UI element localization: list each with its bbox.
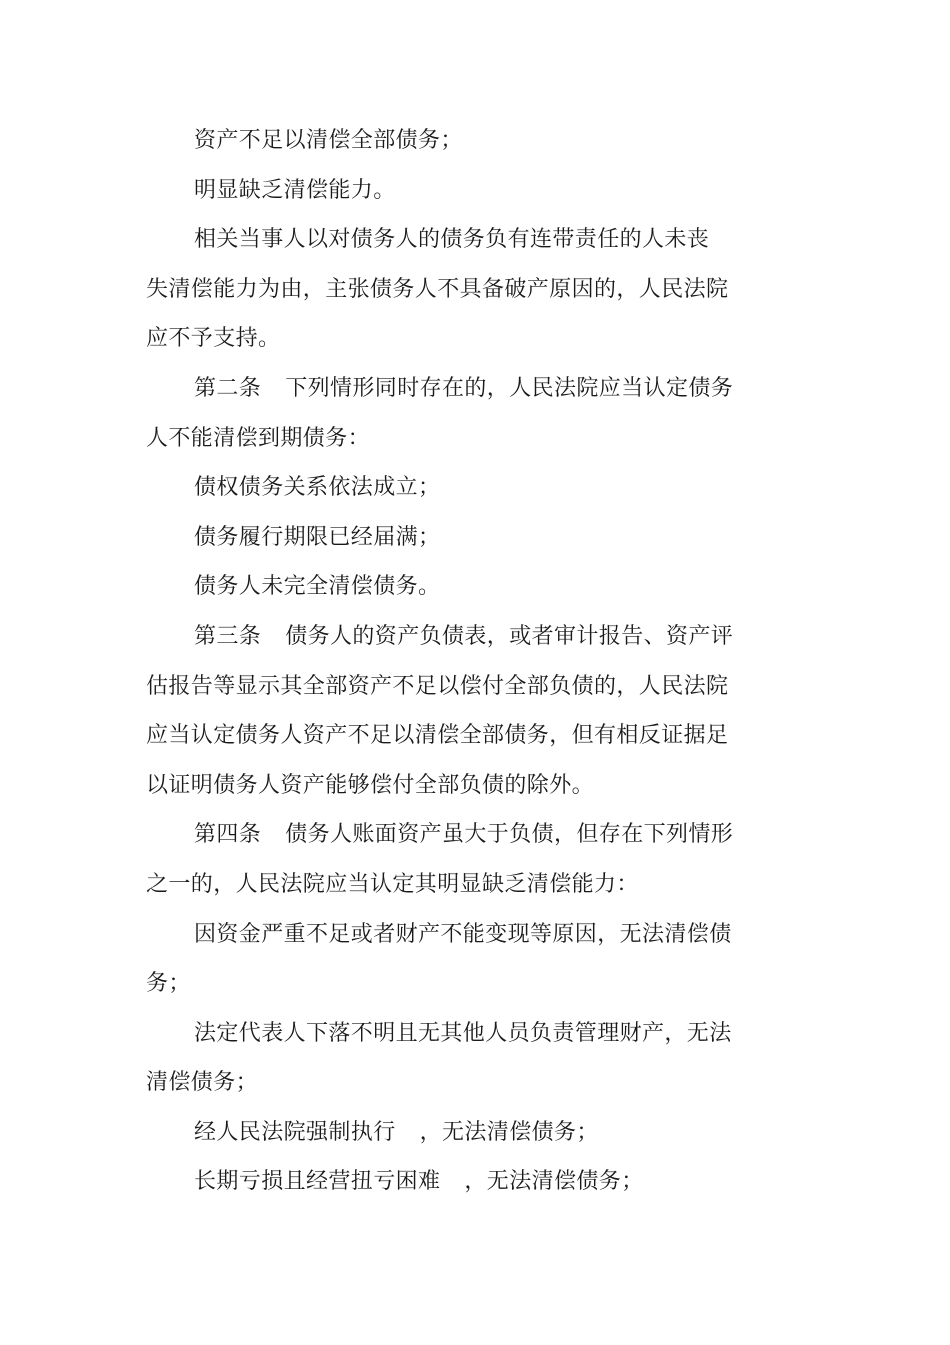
text-span: 务； bbox=[146, 971, 191, 997]
text-span: 下列情形同时存在的，人民法院应当认定债务 bbox=[285, 375, 734, 401]
paragraph-line bbox=[146, 513, 746, 563]
text-span: 人不能清偿到期债务： bbox=[146, 425, 371, 451]
text-span: 债务人账面资产虽大于负债，但存在下列情形 bbox=[285, 822, 734, 848]
text-span: 以证明债务人资产能够偿付全部负债的除外。 bbox=[146, 772, 595, 798]
text-span: 经人民法院强制执行 bbox=[194, 1119, 396, 1145]
document-body bbox=[146, 116, 746, 1207]
paragraph-line bbox=[146, 1157, 746, 1207]
article-line bbox=[146, 612, 746, 662]
paragraph-line bbox=[146, 860, 746, 910]
text-span: 债权债务关系依法成立； bbox=[194, 475, 441, 501]
text-span: 法定代表人下落不明且无其他人员负责管理财产，无法 bbox=[194, 1020, 732, 1046]
paragraph-line bbox=[146, 959, 746, 1009]
article-number: 第二条 bbox=[194, 375, 262, 401]
paragraph-line bbox=[146, 314, 746, 364]
text-span: 估报告等显示其全部资产不足以偿付全部负债的，人民法院 bbox=[146, 673, 729, 699]
text-span: 因资金严重不足或者财产不能变现等原因，无法清偿债 bbox=[194, 921, 732, 947]
text-span: 债务人未完全清偿债务。 bbox=[194, 574, 441, 600]
text-span: ，无法清偿债务； bbox=[464, 1169, 644, 1195]
text-span: 清偿债务； bbox=[146, 1070, 259, 1096]
text-span: 相关当事人以对债务人的债务负有连带责任的人未丧 bbox=[194, 227, 710, 253]
text-span: 债务人的资产负债表，或者审计报告、资产评 bbox=[285, 623, 734, 649]
paragraph-line bbox=[146, 761, 746, 811]
text-span: 明显缺乏清偿能力。 bbox=[194, 177, 396, 203]
article-line bbox=[146, 810, 746, 860]
text-span: 之一的，人民法院应当认定其明显缺乏清偿能力： bbox=[146, 871, 639, 897]
text-span: 资产不足以清偿全部债务； bbox=[194, 128, 463, 153]
paragraph-line bbox=[146, 463, 746, 513]
paragraph-line bbox=[146, 662, 746, 712]
paragraph-line bbox=[146, 116, 746, 166]
text-span: 应当认定债务人资产不足以清偿全部债务，但有相反证据足 bbox=[146, 723, 729, 749]
article-line bbox=[146, 364, 746, 414]
text-span: 失清偿能力为由，主张债务人不具备破产原因的，人民法院 bbox=[146, 276, 729, 302]
paragraph-line bbox=[146, 265, 746, 315]
text-span: ，无法清偿债务； bbox=[419, 1119, 599, 1145]
text-span: 应不予支持。 bbox=[146, 326, 281, 352]
paragraph-line bbox=[146, 711, 746, 761]
paragraph-line bbox=[146, 215, 746, 265]
paragraph-line bbox=[146, 1108, 746, 1158]
paragraph-line bbox=[146, 910, 746, 960]
paragraph-line bbox=[146, 414, 746, 464]
article-number: 第三条 bbox=[194, 623, 262, 649]
text-span: 长期亏损且经营扭亏困难 bbox=[194, 1169, 441, 1195]
article-number: 第四条 bbox=[194, 822, 262, 848]
paragraph-line bbox=[146, 1058, 746, 1108]
text-span: 债务履行期限已经届满； bbox=[194, 524, 441, 550]
paragraph-line bbox=[146, 562, 746, 612]
paragraph-line bbox=[146, 166, 746, 216]
paragraph-line bbox=[146, 1009, 746, 1059]
